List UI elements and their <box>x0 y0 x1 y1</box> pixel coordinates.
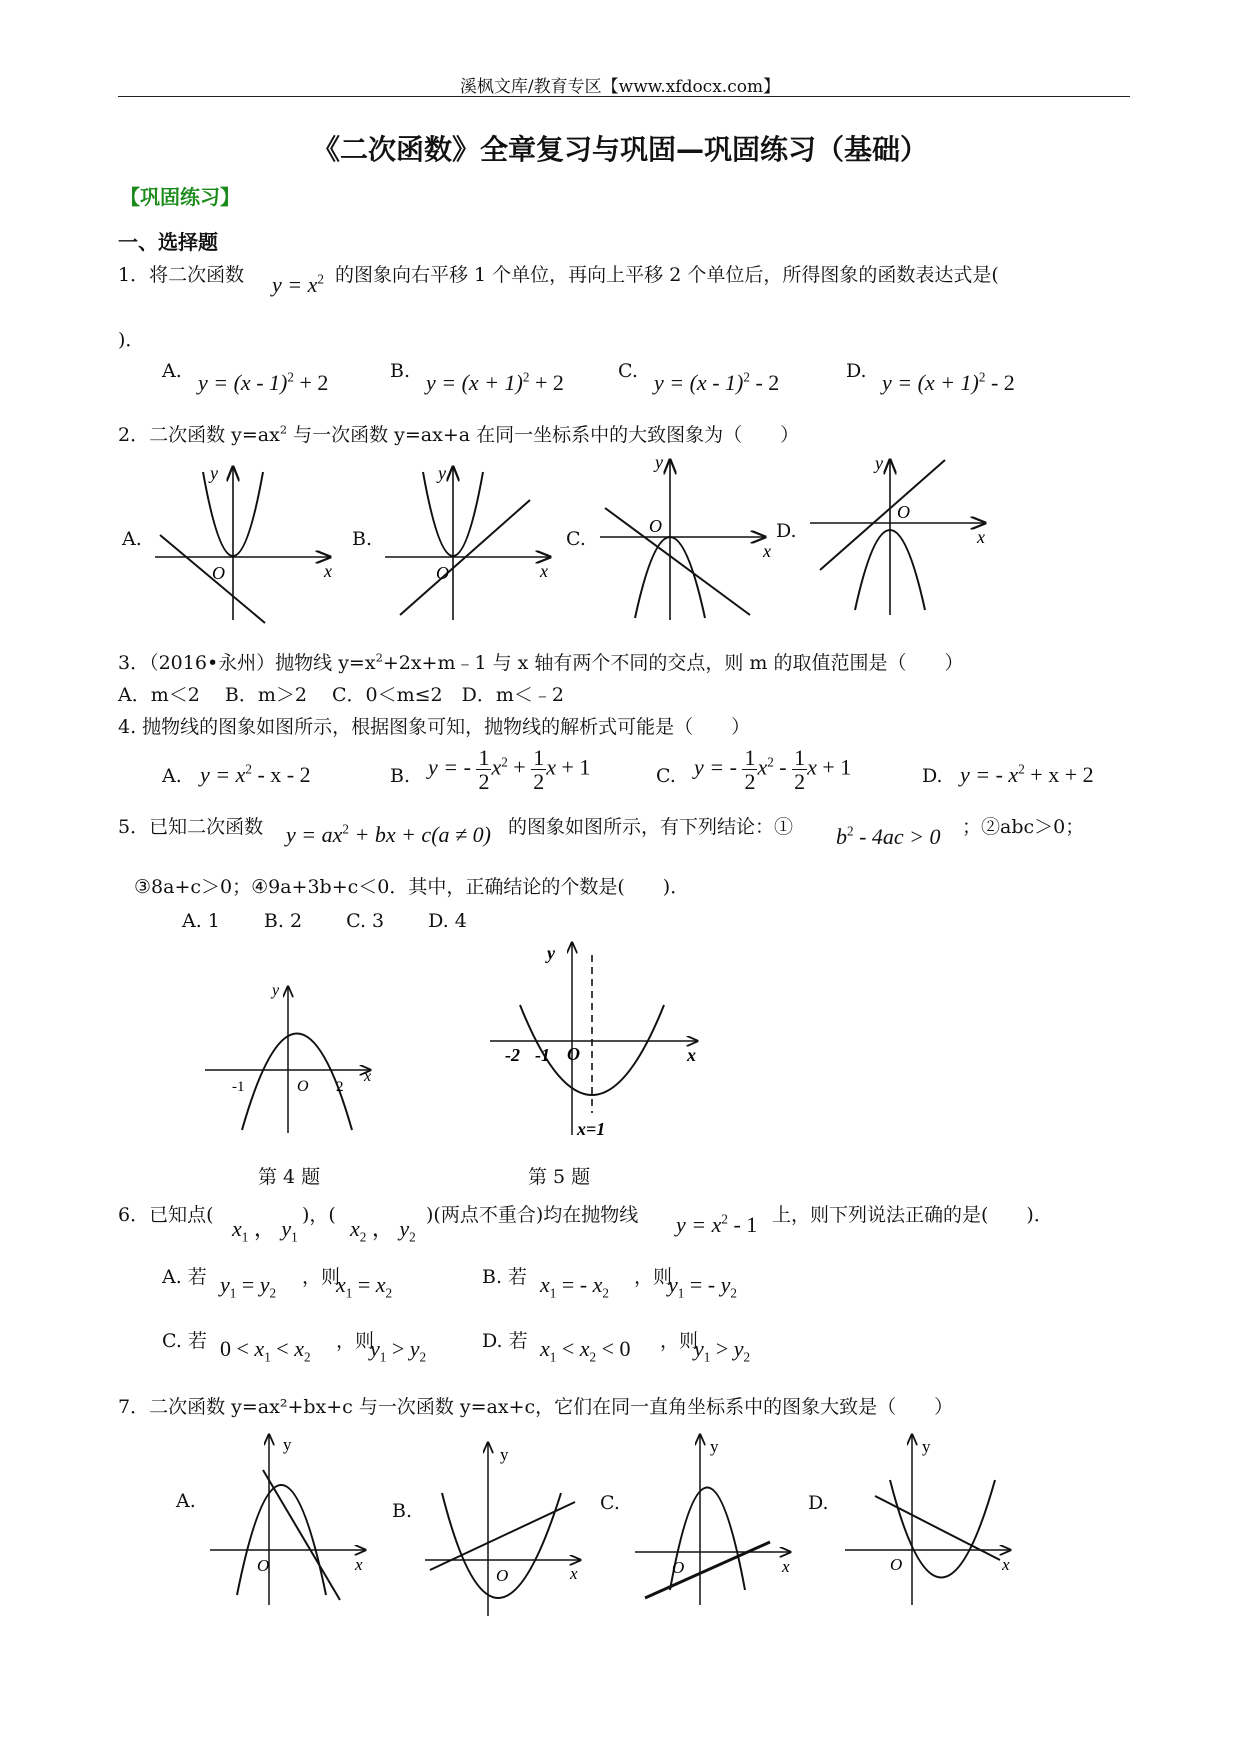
q6-option-c-lead: C. 若 <box>162 1330 207 1352</box>
q7-graph-c <box>630 1430 800 1610</box>
q7b-x-label: x <box>570 1564 578 1583</box>
fig5-axis-label: x=1 <box>577 1119 606 1139</box>
q2-label-c: C. <box>566 528 586 550</box>
q6-option-d-lead: D. 若 <box>482 1330 528 1352</box>
q2-label-d: D. <box>776 520 797 542</box>
q2-label-b: B. <box>352 528 373 550</box>
q2c-origin: O <box>649 516 662 536</box>
q7-stem: 7．二次函数 y=ax²+bx+c 与一次函数 y=ax+c，它们在同一直角坐标系中的图象大致是（ ） <box>118 1396 954 1418</box>
q4-option-c-letter: C. <box>656 765 676 787</box>
fig4-y-label: y <box>272 982 280 999</box>
section-heading: 一、选择题 <box>118 230 218 254</box>
q6-option-a-result: $x_1 = x_2$ <box>336 1272 393 1301</box>
q7a-origin: O <box>257 1556 270 1575</box>
fig5-y-label: y <box>547 943 555 963</box>
q6-stem-d: 上，则下列说法正确的是( )． <box>772 1204 1053 1226</box>
q5-line2: ③8a+c＞0；④9a+3b+c＜0．其中，正确结论的个数是( )． <box>134 876 690 898</box>
q2b-origin: O <box>436 563 449 583</box>
q5-stem-a: 5．已知二次函数 <box>118 816 264 838</box>
q7b-origin: O <box>496 1566 509 1585</box>
fig5-neg1: -1 <box>535 1045 550 1065</box>
q6-option-c-then: ，则 <box>336 1330 375 1352</box>
q1-option-c-expr: y = (x - 1)$^2$ - 2 <box>654 369 780 395</box>
fig4-neg1: -1 <box>232 1079 245 1095</box>
q5-figure <box>485 935 715 1155</box>
q6-option-b-result: $y_1$ = - $y_2$ <box>668 1272 737 1301</box>
q7b-y-label: y <box>500 1445 509 1464</box>
q6-point1: $x_1$ ， $y_1$ <box>232 1216 298 1245</box>
q6-option-d-then: ，则 <box>660 1330 699 1352</box>
q2a-x-label: x <box>324 561 332 581</box>
q7a-y-label: y <box>283 1435 292 1454</box>
q7-label-a: A. <box>176 1490 196 1512</box>
q1-option-b-expr: $y = (x + 1)^2 + 2$ <box>426 369 564 395</box>
q6-option-d-cond: $x_1 < x_2 < 0$ <box>540 1336 631 1365</box>
q3-options: A．m＜2 B．m＞2 C．0＜m≤2 D．m＜﹣2 <box>118 684 564 706</box>
q5-expr: $y = ax^2$ + bx + c(a ≠ 0) <box>286 821 491 847</box>
q7a-x-label: x <box>355 1555 363 1574</box>
q5-disc: $b^2 - 4ac > 0$ <box>836 823 941 849</box>
q7-label-b: B. <box>392 1500 413 1522</box>
q2-stem: 2．二次函数 $y=ax^2$ 与一次函数 y=ax+a 在同一坐标系中的大致图象为（ ） <box>118 422 800 446</box>
q6-option-c-result: $y_1 > y_2$ <box>370 1336 427 1365</box>
q2d-x-label: x <box>977 527 985 547</box>
q2-graph-d <box>805 455 1005 625</box>
q4-option-c-expr: y = - $\frac{1}{2}$ $x^2$ - $\frac{1}{2}$ x + 1 <box>694 745 852 795</box>
q2d-origin: O <box>897 502 910 522</box>
q4-option-b-letter: B. <box>390 765 411 787</box>
page-header: 溪枫文库/教育专区【www.xfdocx.com】 <box>459 77 781 97</box>
q1-option-a-letter: A. <box>162 360 182 382</box>
fig4-two: 2 <box>336 1079 344 1095</box>
q7c-x-label: x <box>782 1557 790 1576</box>
q4-option-d-letter: D. <box>922 765 943 787</box>
q6-option-a-cond: $y_1 = y_2$ <box>220 1272 277 1301</box>
fig5-neg2: -2 <box>505 1045 520 1065</box>
q4-stem: 4. 抛物线的图象如图所示，根据图象可知，抛物线的解析式可能是（ ） <box>118 716 751 738</box>
q6-option-d-result: $y_1 > y_2$ <box>694 1336 751 1365</box>
fig4-caption: 第 4 题 <box>258 1166 321 1188</box>
q7d-y-label: y <box>922 1437 931 1456</box>
header-rule <box>118 96 1130 97</box>
q4-option-d-expr: y = - $x^2 + x + 2$ <box>960 761 1094 787</box>
q6-stem-c: )(两点不重合)均在抛物线 <box>426 1204 639 1226</box>
q6-option-a-lead: A. 若 <box>162 1266 207 1288</box>
q4-option-a-expr: $y = x^2 - x - 2$ <box>200 761 311 787</box>
q2a-origin: O <box>212 563 225 583</box>
q2a-y-label: y <box>210 463 218 483</box>
q7c-y-label: y <box>710 1437 719 1456</box>
q6-option-c-cond: $0 < x_1 < x_2$ <box>220 1336 311 1365</box>
q6-option-b-then: ，则 <box>634 1266 673 1288</box>
q1-option-d-letter: D. <box>846 360 867 382</box>
q4-figure <box>200 975 390 1145</box>
q3-stem: 3．（2016•永州）抛物线 $y=x^2+2x+m﹣1$ 与 x 轴有两个不同的交点，则 m 的取值范围是（ ） <box>118 650 964 674</box>
q6-option-a-then: ，则 <box>302 1266 341 1288</box>
q2c-x-label: x <box>763 541 771 561</box>
q1-stem-b: 的图象向右平移 1 个单位，再向上平移 2 个单位后，所得图象的函数表达式是( <box>335 264 999 286</box>
fig4-x-label: x <box>364 1068 372 1085</box>
q7-label-d: D. <box>808 1492 829 1514</box>
q7-graph-b <box>420 1438 590 1618</box>
fig5-x-label: x <box>687 1045 696 1065</box>
q5-stem-c: ；②abc＞0； <box>962 816 1085 838</box>
fig5-caption: 第 5 题 <box>528 1166 591 1188</box>
q2b-y-label: y <box>438 463 446 483</box>
q5-stem-b: 的图象如图所示，有下列结论：① <box>508 816 794 838</box>
q2d-y-label: y <box>875 453 883 473</box>
fig4-origin: O <box>297 1078 309 1095</box>
section-tag: 【巩固练习】 <box>120 185 240 209</box>
q7d-origin: O <box>890 1555 903 1574</box>
q4-option-b-expr: y = - $\frac{1}{2}$ $x^2$ + $\frac{1}{2}$ x + 1 <box>428 745 591 795</box>
q7c-origin: O <box>672 1558 685 1577</box>
q1-option-b-letter: B. <box>390 360 411 382</box>
q2-graph-a <box>150 455 340 625</box>
q4-option-a-letter: A. <box>162 765 182 787</box>
q6-point2: $x_2$ ， $y_2$ <box>350 1216 416 1245</box>
q6-option-b-lead: B. 若 <box>482 1266 528 1288</box>
q7d-x-label: x <box>1002 1555 1010 1574</box>
q1-option-a-expr: y = (x - 1)$^2$ + 2 <box>198 369 329 395</box>
fig5-origin: O <box>567 1044 580 1064</box>
q1-expr: $y = x^2$ <box>272 271 324 297</box>
q7-graph-d <box>840 1430 1020 1610</box>
q2-graph-c <box>595 450 795 625</box>
q5-options: A. 1 B. 2 C. 3 D. 4 <box>182 910 467 932</box>
q6-option-b-cond: $x_1$ = - $x_2$ <box>540 1272 609 1301</box>
q7-label-c: C. <box>600 1492 620 1514</box>
q1-option-d-expr: $y = (x + 1)^2 - 2$ <box>882 369 1015 395</box>
q7-graph-a <box>205 1430 375 1610</box>
q6-stem-b: )，( <box>302 1204 336 1226</box>
q1-stem-a: 1．将二次函数 <box>118 264 245 286</box>
q2-graph-b <box>380 455 570 625</box>
q2c-y-label: y <box>655 452 663 472</box>
q2-label-a: A. <box>122 528 142 550</box>
q1-option-c-letter: C. <box>618 360 638 382</box>
q6-stem-a: 6．已知点( <box>118 1204 214 1226</box>
page-title: 《二次函数》全章复习与巩固—巩固练习（基础） <box>311 133 928 166</box>
q2b-x-label: x <box>540 561 548 581</box>
q1-stem-c: )． <box>118 329 145 351</box>
q6-expr: $y = x^2 - 1$ <box>676 1211 758 1237</box>
